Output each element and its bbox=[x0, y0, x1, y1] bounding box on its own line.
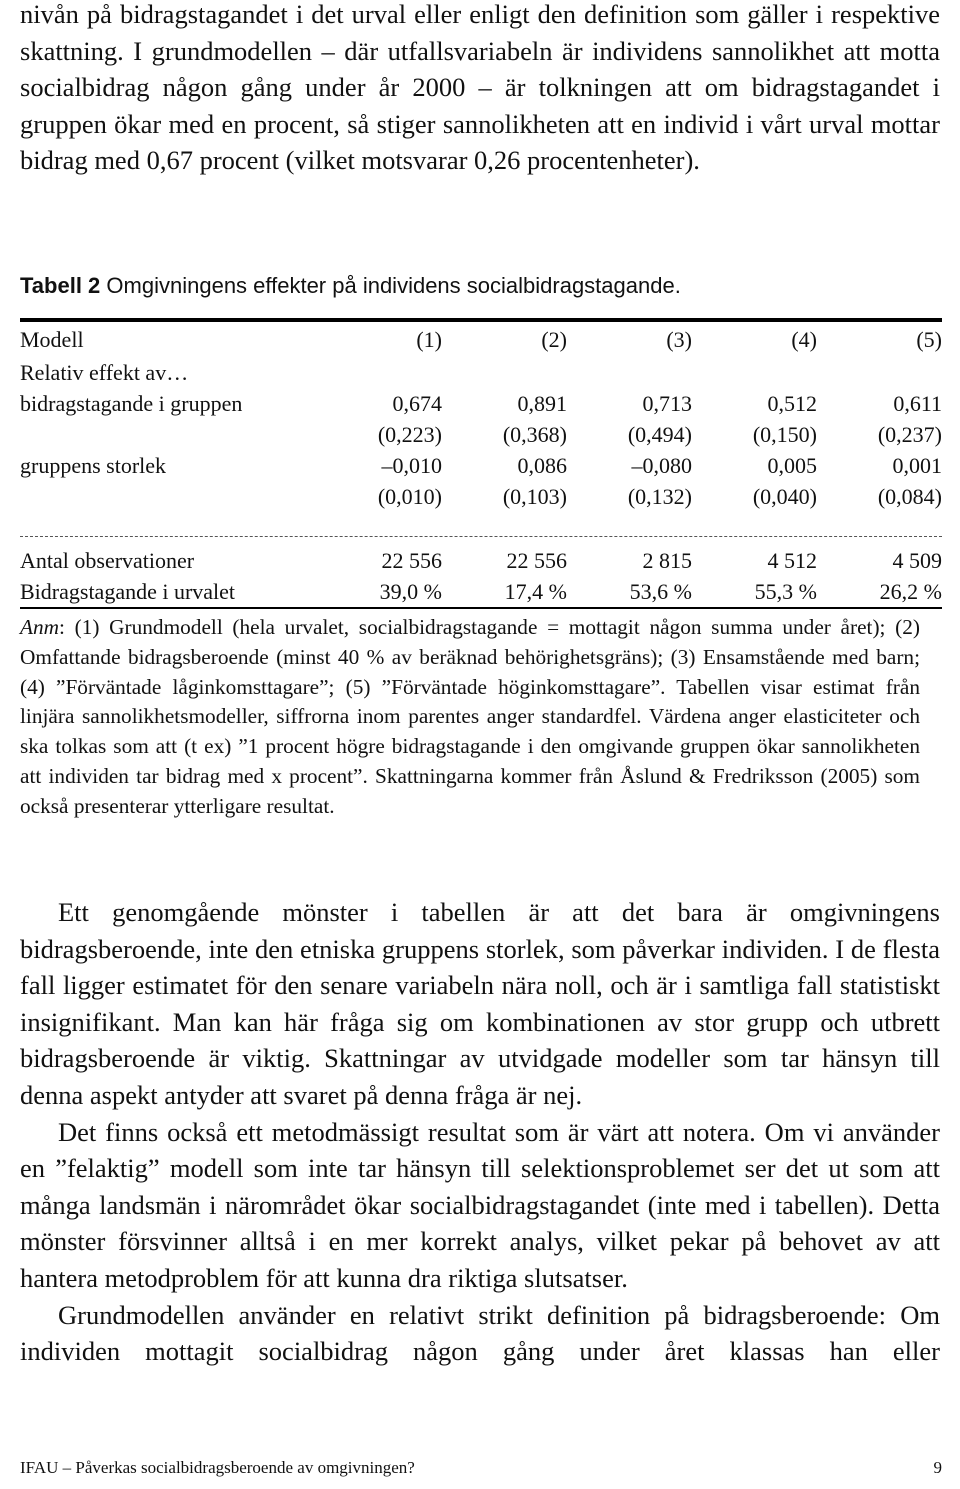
table-cell: 0,086 bbox=[517, 453, 567, 478]
body-paragraph: Ett genomgående mönster i tabellen är att det bara är omgivningens bidragsberoende, inte den etniska gruppens storlek, som påverkar individen. I de flesta fall ligger estimatet för den senare variabeln nära noll, och är i samtliga fall statistiskt insignifikant. Man kan här fråga sig om kombinationen av stor grupp och utbrett bidragsberoende är viktig. Skattningar av utvidgade modeller som tar hänsyn till denna aspekt antyder att svaret på denna fråga är nej. bbox=[20, 897, 940, 1110]
table-cell: (0,103) bbox=[502, 484, 567, 509]
table-summary-row bbox=[20, 576, 942, 607]
table-cell: (0,040) bbox=[752, 484, 817, 509]
table-cell: 0,005 bbox=[767, 453, 817, 478]
table-row-label bbox=[20, 419, 317, 450]
table-caption bbox=[20, 273, 681, 299]
intro-paragraph: nivån på bidragstagandet i det urval eller enligt den definition som gäller i respektive skattning. I grundmodellen – där utfallsvariabeln är individens sannolikhet att motta socialbidrag någon gång under år 2000 – är tolkningen att om bidragstagandet i gruppen ökar med en procent, så stiger sannolikheten att en individ i vårt urval mottar bidrag med 0,67 procent (vilket motsvarar 0,26 procentenheter). bbox=[20, 0, 940, 176]
table-row bbox=[20, 419, 942, 450]
table-cell: (0,150) bbox=[752, 422, 817, 447]
results-table bbox=[20, 318, 942, 822]
table-section-label: Relativ effekt av… bbox=[20, 360, 189, 385]
table-cell: 0,674 bbox=[392, 391, 442, 416]
table-bottom-rule bbox=[20, 607, 942, 609]
table-cell: 0,713 bbox=[642, 391, 692, 416]
table-header-cell: (5) bbox=[916, 327, 942, 352]
table-row bbox=[20, 481, 942, 512]
table-cell: 4 509 bbox=[892, 548, 942, 573]
table-cell: 0,512 bbox=[767, 391, 817, 416]
table-note bbox=[20, 613, 920, 822]
table-cell: –0,080 bbox=[631, 453, 692, 478]
table-note-text: : (1) Grundmodell (hela urvalet, socialbidragstagande = mottagit någon summa under året); (2) Omfattande bidragsberoende (minst 40 % av beräknad behörighetsgräns); (3) Ensamstående med barn; (4) ”Förväntade låginkomsttagare”; (5) ”Förväntade höginkomsttagare”. Tabellen visar estimat från linjära sannolikhetsmodeller, siffrorna inom parentes anger standardfel. Värdena anger elasticiteter och ska tolkas som att (t ex) ”1 procent högre bidragstagande i den omgivande gruppen ökar sannolikheten att individen tar bidrag med x procent”. Skattningarna kommer från Åslund & Fredriksson (2005) som också presenterar ytterligare resultat. bbox=[20, 615, 920, 818]
footer-title: IFAU – Påverkas socialbidragsberoende av omgivningen? bbox=[20, 1458, 415, 1477]
table-header-cell: (3) bbox=[666, 327, 692, 352]
table-cell: (0,010) bbox=[377, 484, 442, 509]
table-cell: 0,001 bbox=[892, 453, 942, 478]
page-footer bbox=[20, 1458, 942, 1478]
table-cell: (0,494) bbox=[627, 422, 692, 447]
body-text bbox=[20, 894, 940, 1370]
table-cell: 53,6 % bbox=[629, 579, 692, 604]
table-header-cell: (1) bbox=[416, 327, 442, 352]
table-caption-label: Tabell 2 bbox=[20, 273, 101, 298]
table-row-label bbox=[20, 481, 317, 512]
table-header-cell: (2) bbox=[541, 327, 567, 352]
table-note-label: Anm bbox=[20, 615, 60, 639]
table-row-label: bidragstagande i gruppen bbox=[20, 391, 243, 416]
table-cell: (0,237) bbox=[877, 422, 942, 447]
table-row bbox=[20, 450, 942, 481]
table-caption-text: Omgivningens effekter på individens socialbidragstagande. bbox=[106, 273, 681, 298]
table-cell: 22 556 bbox=[506, 548, 567, 573]
table-cell: (0,084) bbox=[877, 484, 942, 509]
table-header-cell: (4) bbox=[791, 327, 817, 352]
table-row-label: Antal observationer bbox=[20, 548, 195, 573]
table-header-row bbox=[20, 322, 942, 357]
table-cell: 39,0 % bbox=[379, 579, 442, 604]
body-paragraph: Grundmodellen använder en relativt strikt definition på bidragsberoende: Om individen mottagit socialbidrag någon gång under året klassas han eller bbox=[20, 1299, 940, 1367]
table-summary-row bbox=[20, 545, 942, 576]
table-cell: 55,3 % bbox=[754, 579, 817, 604]
table-row-label: Bidragstagande i urvalet bbox=[20, 579, 236, 604]
table-row bbox=[20, 388, 942, 419]
table-cell: 0,891 bbox=[517, 391, 567, 416]
table-cell: 2 815 bbox=[642, 548, 692, 573]
body-paragraph: Det finns också ett metodmässigt resultat som är värt att notera. Om vi använder en ”felaktig” modell som inte tar hänsyn till selektionsproblemet ser det ut som att många landsmän i närområdet ökar socialbidragstagandet (inte med i tabellen). Detta mönster försvinner alltså i en mer korrekt analys, vilket pekar på behovet av att hantera metodproblem för att kunna dra riktiga slutsatser. bbox=[20, 1116, 940, 1293]
table-cell: (0,223) bbox=[377, 422, 442, 447]
table-cell: 0,611 bbox=[893, 391, 942, 416]
table-header-cell: Modell bbox=[20, 327, 84, 352]
table-row-label: gruppens storlek bbox=[20, 453, 167, 478]
table-cell: 22 556 bbox=[381, 548, 442, 573]
table-cell: (0,368) bbox=[502, 422, 567, 447]
page-number: 9 bbox=[933, 1458, 942, 1477]
table-cell: 26,2 % bbox=[879, 579, 942, 604]
table-cell: 4 512 bbox=[767, 548, 817, 573]
table-cell: 17,4 % bbox=[504, 579, 567, 604]
table-cell: –0,010 bbox=[381, 453, 442, 478]
table-section-row bbox=[20, 357, 942, 388]
table-cell: (0,132) bbox=[627, 484, 692, 509]
